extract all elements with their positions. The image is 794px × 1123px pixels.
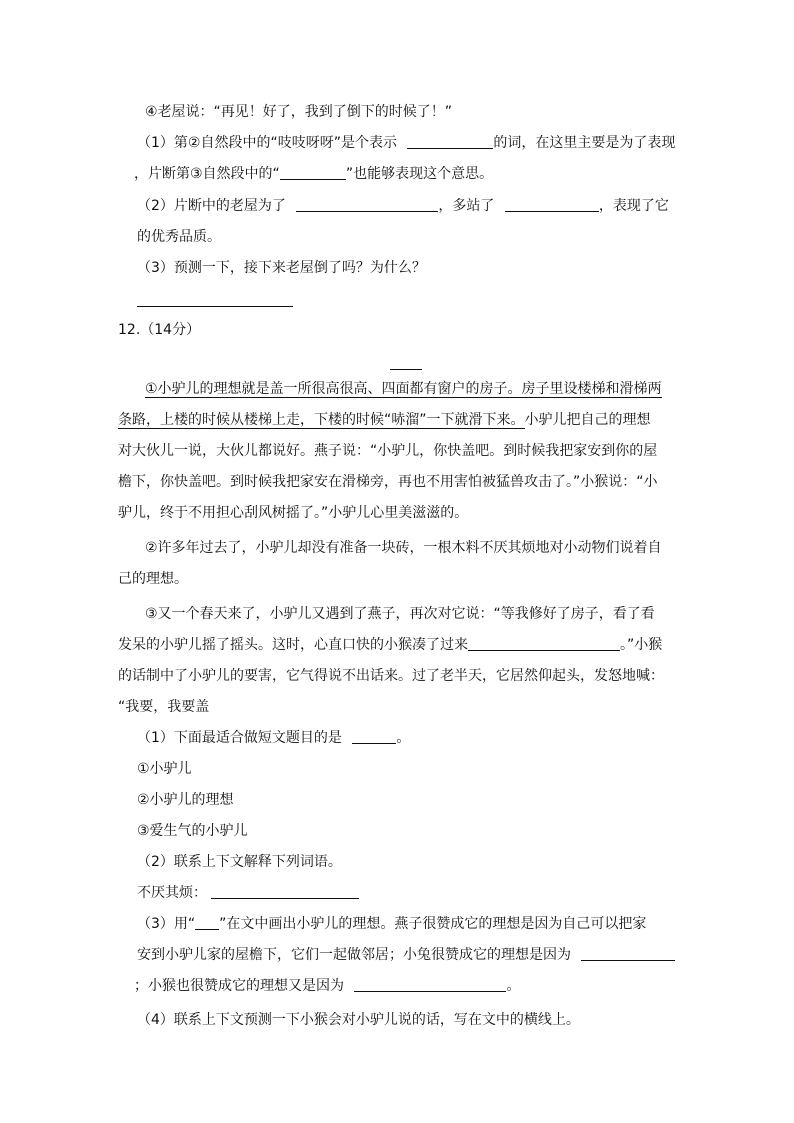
question-3: （3）预测一下，接下来老屋倒了吗？为什么？ <box>137 260 426 276</box>
question-1-text-d: ”也能够表现这个意思。 <box>345 166 494 182</box>
p1-line-5: 驴儿，终于不用担心刮风树摇了。”小驴儿心里美滋滋的。 <box>118 505 469 521</box>
option-2: ②小驴儿的理想 <box>137 792 234 808</box>
p2-line-1: ②许多年过去了，小驴儿却没有准备一块砖，一根木料不厌其烦地对小动物们说着自 <box>145 540 662 556</box>
sub-question-3-line-3 <box>134 976 520 996</box>
p1-line-1 <box>145 379 662 399</box>
question-1-line-1 <box>137 133 675 153</box>
sub-question-3-line-1 <box>137 914 646 934</box>
question-2-text-a: （2）片断中的老屋为了 <box>137 198 286 214</box>
sub-question-1-text: （1）下面最适合做短文题目的是 <box>137 730 342 746</box>
p3-line-1: ③又一个春天来了，小驴儿又遇到了燕子，再次对它说：“等我修好了房子，看了看 <box>145 606 655 622</box>
answer-blank[interactable] <box>352 729 396 744</box>
underline-sample <box>195 915 219 930</box>
word-definition <box>137 883 359 903</box>
question-1-text-a: （1）第②自然段中的“吱吱呀呀”是个表示 <box>137 135 397 151</box>
title-blank[interactable] <box>390 369 422 370</box>
sub-question-3-text-a: （3）用“ <box>137 916 196 932</box>
p1-line-3: 对大伙儿一说，大伙儿都说好。燕子说：“小驴儿，你快盖吧。到时候我把家安到你的屋 <box>118 443 658 459</box>
paragraph-4: ④老屋说：“再见！好了，我到了倒下的时候了！” <box>145 104 453 120</box>
question-number: 12.（14分） <box>118 322 201 338</box>
sub-question-3-text-d: ；小猴也很赞成它的理想又是因为 <box>134 978 344 994</box>
answer-blank[interactable] <box>581 946 675 961</box>
answer-blank[interactable] <box>354 977 506 992</box>
question-2-text-b: ，多站了 <box>438 198 495 214</box>
p2-line-2: 己的理想。 <box>118 571 188 587</box>
period: 。 <box>396 730 411 746</box>
question-1-text-c: ，片断第③自然段中的“ <box>134 166 280 182</box>
p3-line-2 <box>118 635 662 655</box>
answer-blank[interactable] <box>407 134 493 149</box>
sub-question-3-line-2 <box>137 945 675 965</box>
p3-line-4: “我要，我要盖 <box>118 699 210 715</box>
p3-text-b: 。”小猴 <box>620 637 663 653</box>
underlined-ideal-2: 条路，上楼的时候从楼梯上走，下楼的时候“哧溜”一下就滑下来。 <box>118 412 525 428</box>
answer-line[interactable] <box>137 306 293 307</box>
sub-question-1 <box>137 728 410 748</box>
sub-question-3-text-b: ”在文中画出小驴儿的理想。燕子很赞成它的理想是因为自己可以把家 <box>219 916 647 932</box>
answer-blank[interactable] <box>296 197 438 212</box>
word-label: 不厌其烦： <box>137 885 207 901</box>
monkey-words-blank[interactable] <box>468 636 620 651</box>
question-1-text-b: 的词，在这里主要是为了表现 <box>493 135 676 151</box>
p1-line-4: 檐下，你快盖吧。到时候我把家安在滑梯旁，再也不用害怕被猛兽攻击了。”小猴说：“小 <box>118 474 658 490</box>
answer-blank[interactable] <box>280 165 346 180</box>
answer-blank[interactable] <box>505 197 599 212</box>
sub-question-2: （2）联系上下文解释下列词语。 <box>137 854 342 870</box>
question-2-text-c: ，表现了它 <box>598 198 669 214</box>
question-2-text-d: 的优秀品质。 <box>137 229 221 245</box>
p1-rest: 小驴儿把自己的理想 <box>524 412 651 428</box>
sub-question-3-text-c: 安到小驴儿家的屋檐下，它们一起做邻居；小兔很赞成它的理想是因为 <box>137 947 571 963</box>
question-1-line-2 <box>134 164 493 184</box>
p1-line-2 <box>118 410 651 430</box>
option-1: ①小驴儿 <box>137 761 192 777</box>
question-2-line-1 <box>137 196 669 216</box>
answer-blank[interactable] <box>211 884 359 899</box>
p3-line-3: 的话制中了小驴儿的要害，它气得说不出话来。过了老半天，它居然仰起头，发怒地喊： <box>118 668 664 684</box>
p3-text-a: 发呆的小驴儿摇了摇头。这时，心直口快的小猴凑了过来 <box>118 637 468 653</box>
period: 。 <box>506 978 521 994</box>
option-3: ③爱生气的小驴儿 <box>137 823 248 839</box>
underlined-ideal-1: ①小驴儿的理想就是盖一所很高很高、四面都有窗户的房子。房子里设楼梯和滑梯两 <box>145 381 662 397</box>
sub-question-4: （4）联系上下文预测一下小猴会对小驴儿说的话，写在文中的横线上。 <box>137 1012 580 1028</box>
